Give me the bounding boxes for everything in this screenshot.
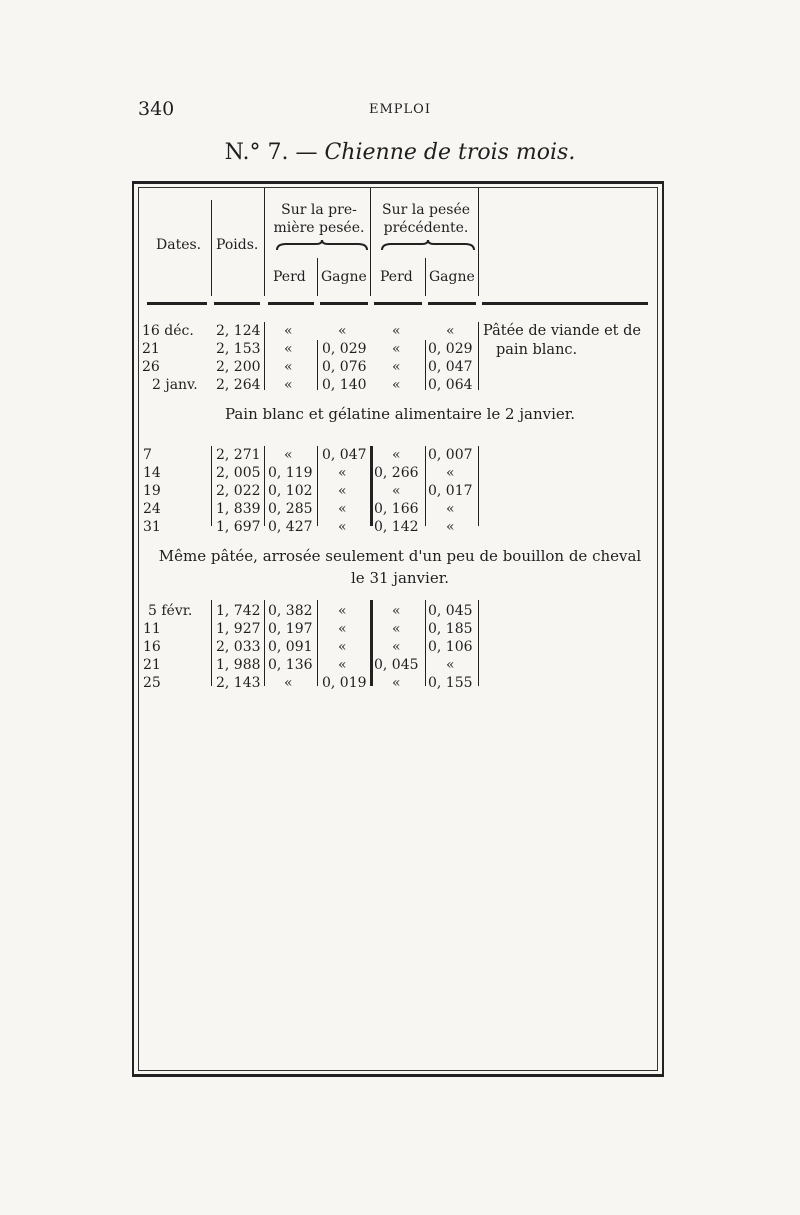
cell-perd2: «: [392, 359, 401, 375]
cell-gagne2: «: [446, 465, 455, 481]
cell-gagne1: «: [338, 657, 347, 673]
cell-perd1: «: [284, 341, 293, 357]
header-underline-perd1: [268, 302, 314, 305]
cell-gagne2: «: [446, 657, 455, 673]
cell-perd2: «: [392, 603, 401, 619]
cell-gagne1: «: [338, 621, 347, 637]
header-gagne-2: Gagne: [429, 269, 475, 285]
cell-gagne1: «: [338, 603, 347, 619]
cell-perd2: 0, 045: [374, 657, 419, 673]
cell-poids: 2, 022: [216, 483, 261, 499]
section2-rule-gagne2: [425, 446, 426, 526]
cell-gagne2: 0, 064: [428, 377, 473, 393]
section2-rule-poids: [264, 446, 265, 526]
cell-poids: 2, 153: [216, 341, 261, 357]
cell-perd2: 0, 166: [374, 501, 419, 517]
header-rule-perd-gagne-2: [425, 258, 426, 296]
cell-perd1: 0, 091: [268, 639, 313, 655]
cell-perd2: «: [392, 675, 401, 691]
cell-gagne2: 0, 047: [428, 359, 473, 375]
cell-date: 14: [143, 465, 161, 481]
cell-perd2: «: [392, 341, 401, 357]
header-poids: Poids.: [216, 237, 259, 253]
header-perd-1: Perd: [273, 269, 306, 285]
header-brace-2: [381, 240, 475, 252]
observation-line-1: Pâtée de viande et de: [483, 323, 641, 339]
header-dates: Dates.: [156, 237, 202, 253]
cell-poids: 2, 143: [216, 675, 261, 691]
section2-rule-gagne1: [317, 446, 318, 526]
section3-rule-gagne2: [425, 600, 426, 686]
header-group2-line1: Sur la pesée: [381, 202, 471, 218]
cell-date: 26: [142, 359, 160, 375]
section3-rule-gagne1: [317, 600, 318, 686]
section1-rule-gagne1: [317, 340, 318, 390]
cell-date: 21: [142, 341, 160, 357]
cell-date: 24: [143, 501, 161, 517]
header-underline-gagne1: [320, 302, 368, 305]
header-rule-group: [370, 188, 371, 296]
cell-poids: 2, 033: [216, 639, 261, 655]
cell-perd1: «: [284, 447, 293, 463]
cell-poids: 1, 697: [216, 519, 261, 535]
header-perd-2: Perd: [380, 269, 413, 285]
cell-date: 2 janv.: [152, 377, 198, 393]
cell-gagne2: «: [446, 501, 455, 517]
cell-gagne2: 0, 185: [428, 621, 473, 637]
section2-rule-group: [370, 446, 373, 526]
cell-perd1: «: [284, 323, 293, 339]
cell-gagne1: «: [338, 519, 347, 535]
section1-rule-right: [478, 322, 479, 390]
header-rule-dates: [211, 200, 212, 296]
section3-rule-group: [370, 600, 373, 686]
cell-date: 31: [143, 519, 161, 535]
cell-gagne2: «: [446, 323, 455, 339]
cell-gagne1: «: [338, 323, 347, 339]
cell-gagne2: 0, 029: [428, 341, 473, 357]
cell-poids: 1, 988: [216, 657, 261, 673]
cell-date: 16: [143, 639, 161, 655]
cell-poids: 2, 005: [216, 465, 261, 481]
cell-perd2: «: [392, 639, 401, 655]
cell-perd1: «: [284, 675, 293, 691]
header-underline-gagne2: [428, 302, 476, 305]
header-group1-line1: Sur la pre-: [281, 202, 357, 218]
cell-date: 19: [143, 483, 161, 499]
cell-poids: 2, 264: [216, 377, 261, 393]
cell-gagne1: 0, 047: [322, 447, 367, 463]
cell-date: 16 déc.: [142, 323, 194, 339]
cell-perd1: 0, 136: [268, 657, 313, 673]
note-2-line-1: Même pâtée, arrosée seulement d'un peu de bouillon de cheval: [158, 547, 642, 565]
cell-poids: 1, 927: [216, 621, 261, 637]
note-1: Pain blanc et gélatine alimentaire le 2 janvier.: [224, 405, 576, 423]
cell-gagne1: 0, 140: [322, 377, 367, 393]
cell-gagne2: 0, 106: [428, 639, 473, 655]
cell-date: 5 févr.: [148, 603, 193, 619]
section2-rule-dates: [211, 446, 212, 526]
section2-rule-right: [478, 446, 479, 526]
header-brace-1: [276, 240, 368, 252]
note-2-line-2: le 31 janvier.: [351, 569, 449, 587]
observation-line-2: pain blanc.: [496, 342, 578, 358]
header-group1-line2: mière pesée.: [273, 220, 365, 236]
header-gagne-1: Gagne: [321, 269, 367, 285]
cell-perd2: «: [392, 447, 401, 463]
cell-perd2: «: [392, 377, 401, 393]
header-underline-perd2: [374, 302, 422, 305]
header-underline-poids: [214, 302, 260, 305]
table-title: [0, 140, 800, 165]
section3-rule-right: [478, 600, 479, 686]
cell-gagne1: «: [338, 465, 347, 481]
cell-poids: 1, 839: [216, 501, 261, 517]
header-underline-observations: [482, 302, 648, 305]
cell-perd1: 0, 119: [268, 465, 313, 481]
cell-poids: 2, 200: [216, 359, 261, 375]
cell-gagne2: 0, 155: [428, 675, 473, 691]
cell-perd1: 0, 285: [268, 501, 313, 517]
cell-date: 7: [143, 447, 152, 463]
section3-rule-poids: [264, 600, 265, 686]
cell-gagne1: 0, 029: [322, 341, 367, 357]
cell-gagne1: «: [338, 483, 347, 499]
cell-gagne2: 0, 045: [428, 603, 473, 619]
section1-rule-poids: [264, 322, 265, 390]
page-number: 340: [138, 98, 175, 120]
cell-gagne2: 0, 017: [428, 483, 473, 499]
cell-gagne1: «: [338, 501, 347, 517]
running-head: EMPLOI: [369, 102, 431, 117]
cell-perd2: 0, 266: [374, 465, 419, 481]
header-rule-perd-gagne-1: [317, 258, 318, 296]
cell-perd1: «: [284, 359, 293, 375]
cell-perd2: «: [392, 483, 401, 499]
cell-poids: 2, 124: [216, 323, 261, 339]
cell-perd2: 0, 142: [374, 519, 419, 535]
cell-perd1: «: [284, 377, 293, 393]
cell-gagne2: «: [446, 519, 455, 535]
header-rule-poids: [264, 188, 265, 296]
section1-rule-gagne2: [425, 340, 426, 390]
cell-perd1: 0, 197: [268, 621, 313, 637]
table-title-number: N.° 7. —: [224, 140, 318, 165]
cell-poids: 2, 271: [216, 447, 261, 463]
table-title-text: Chienne de trois mois.: [324, 140, 576, 165]
cell-perd2: «: [392, 621, 401, 637]
cell-perd1: 0, 102: [268, 483, 313, 499]
cell-perd1: 0, 427: [268, 519, 313, 535]
header-underline-dates: [147, 302, 207, 305]
cell-date: 25: [143, 675, 161, 691]
cell-gagne2: 0, 007: [428, 447, 473, 463]
cell-date: 21: [143, 657, 161, 673]
section3-rule-dates: [211, 600, 212, 686]
cell-gagne1: 0, 076: [322, 359, 367, 375]
cell-date: 11: [143, 621, 161, 637]
cell-poids: 1, 742: [216, 603, 261, 619]
cell-perd1: 0, 382: [268, 603, 313, 619]
header-rule-right: [478, 188, 479, 296]
cell-gagne1: «: [338, 639, 347, 655]
header-group2-line2: précédente.: [383, 220, 469, 236]
cell-perd2: «: [392, 323, 401, 339]
cell-gagne1: 0, 019: [322, 675, 367, 691]
